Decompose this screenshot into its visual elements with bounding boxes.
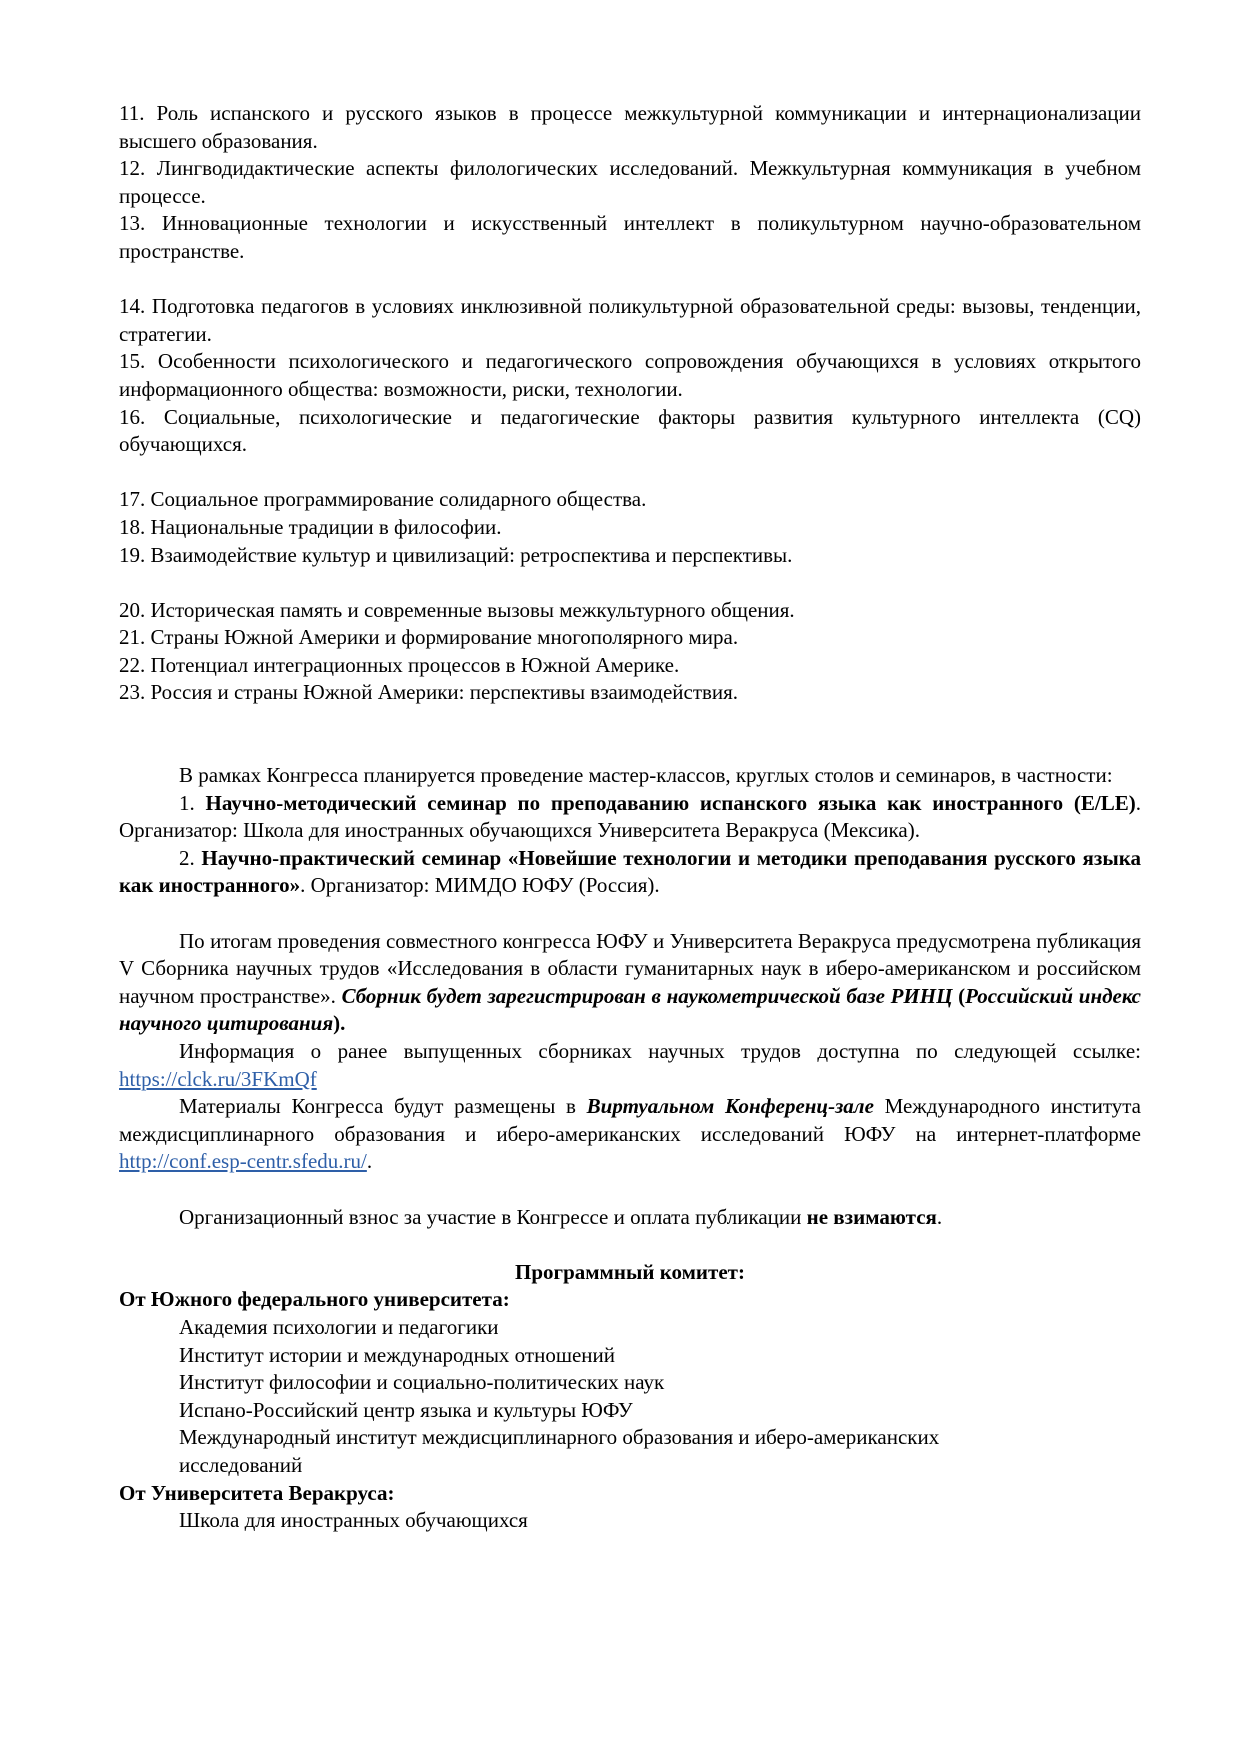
materials-text: Материалы Конгресса будут размещены в — [179, 1094, 587, 1119]
committee-item: Академия психологии и педагогики — [179, 1314, 499, 1339]
topic-item: 23. Россия и страны Южной Америки: перспективы взаимодействия. — [119, 680, 739, 705]
event-title: Научно-практический семинар «Новейшие технологии и методики преподавания русского языка как иностранного» — [119, 845, 1142, 898]
committee-title — [119, 1259, 1141, 1287]
materials-end: . — [366, 1149, 373, 1174]
info-text: Информация о ранее выпущенных сборниках научных трудов доступна по следующей ссылке: — [179, 1039, 1141, 1063]
event-item — [119, 790, 1141, 845]
info-paragraph — [119, 1038, 1141, 1093]
fee-end: . — [936, 1204, 943, 1229]
committee-item: Испано-Российский центр языка и культуры ЮФУ — [179, 1397, 633, 1422]
fee-bold: не взимаются — [806, 1204, 937, 1229]
topic-item: 17. Социальное программирование солидарного общества. — [119, 487, 647, 512]
topic-item: 11. Роль испанского и русского языков в процессе межкультурной коммуникации и интернационализации высшего образования. — [119, 101, 1141, 153]
event-number: 2. — [179, 845, 195, 870]
topic-item: 21. Страны Южной Америки и формирование многополярного мира. — [119, 625, 739, 650]
committee-item: Школа для иностранных обучающихся — [179, 1508, 528, 1533]
event-number: 1. — [179, 790, 195, 815]
uv-heading — [119, 1480, 1141, 1508]
events-intro: В рамках Конгресса планируется проведение мастер-классов, круглых столов и семинаров, в частности: — [179, 763, 1113, 788]
committee-item: Институт истории и международных отношений — [179, 1342, 616, 1367]
fee-paragraph — [119, 1204, 1141, 1232]
publication-paren-open: ( — [952, 983, 966, 1008]
virtual-hall-emphasis: Виртуальном Конференц-зале — [586, 1094, 874, 1119]
topic-item: 19. Взаимодействие культур и цивилизаций: ретроспектива и перспективы. — [119, 542, 793, 567]
topic-item: 13. Инновационные технологии и искусственный интеллект в поликультурном научно-образовательном пространстве. — [119, 211, 1141, 263]
topic-item: 16. Социальные, психологические и педагогические факторы развития культурного интеллекта (CQ) обучающихся. — [119, 404, 1141, 457]
materials-paragraph — [119, 1093, 1141, 1176]
publication-emphasis: Сборник будет зарегистрирован в наукометрической базе РИНЦ — [341, 983, 953, 1008]
event-title: Научно-методический семинар по преподаванию испанского языка как иностранного (E/LE) — [205, 790, 1136, 815]
publication-paren-close: ). — [333, 1011, 346, 1036]
uv-heading-text: От Университета Веракруса: — [119, 1480, 395, 1505]
sfedu-heading — [119, 1286, 1141, 1314]
committee-title-text: Программный комитет: — [515, 1259, 745, 1284]
publication-paragraph — [119, 928, 1141, 1038]
document-page — [119, 100, 1141, 1535]
topic-item: 20. Историческая память и современные вызовы межкультурного общения. — [119, 597, 795, 622]
collections-link[interactable]: https://clck.ru/3FKmQf — [119, 1066, 317, 1091]
publication-rinc: Российский индекс научного цитирования — [119, 983, 1142, 1036]
event-organizer: . Организатор: Школа для иностранных обучающихся Университета Веракруса (Мексика). — [119, 790, 1141, 843]
topic-item: 18. Национальные традиции в философии. — [119, 514, 502, 539]
topic-item: 15. Особенности психологического и педагогического сопровождения обучающихся в условиях открытого информационного общества: возможности, риски, технологии. — [119, 349, 1141, 401]
committee-item: Институт философии и социально-политических наук — [179, 1370, 665, 1395]
committee-item: Международный институт междисциплинарного образования и иберо-американских исследований — [179, 1425, 940, 1477]
event-organizer: . Организатор: МИМДО ЮФУ (Россия). — [300, 873, 660, 898]
publication-text: По итогам проведения совместного конгресса ЮФУ и Университета Веракруса предусмотрена публикация V Сборника научных трудов «Исследования в области гуманитарных наук в иберо-американском и российском научном пространстве». — [119, 928, 1141, 1008]
event-item — [119, 845, 1141, 900]
sfedu-heading-text: От Южного федерального университета: — [119, 1287, 510, 1312]
conference-platform-link[interactable]: http://conf.esp-centr.sfedu.ru/ — [119, 1149, 367, 1174]
topic-item: 22. Потенциал интеграционных процессов в Южной Америке. — [119, 652, 680, 677]
topic-item: 14. Подготовка педагогов в условиях инклюзивной поликультурной образовательной среды: вызовы, тенденции, стратегии. — [119, 294, 1141, 346]
fee-text: Организационный взнос за участие в Конгрессе и оплата публикации — [179, 1204, 807, 1229]
materials-text: Международного института междисциплинарного образования и иберо-американских исследований ЮФУ на интернет-платформе — [119, 1094, 1142, 1146]
topic-item: 12. Лингводидактические аспекты филологических исследований. Межкультурная коммуникация в учебном процессе. — [119, 156, 1141, 208]
